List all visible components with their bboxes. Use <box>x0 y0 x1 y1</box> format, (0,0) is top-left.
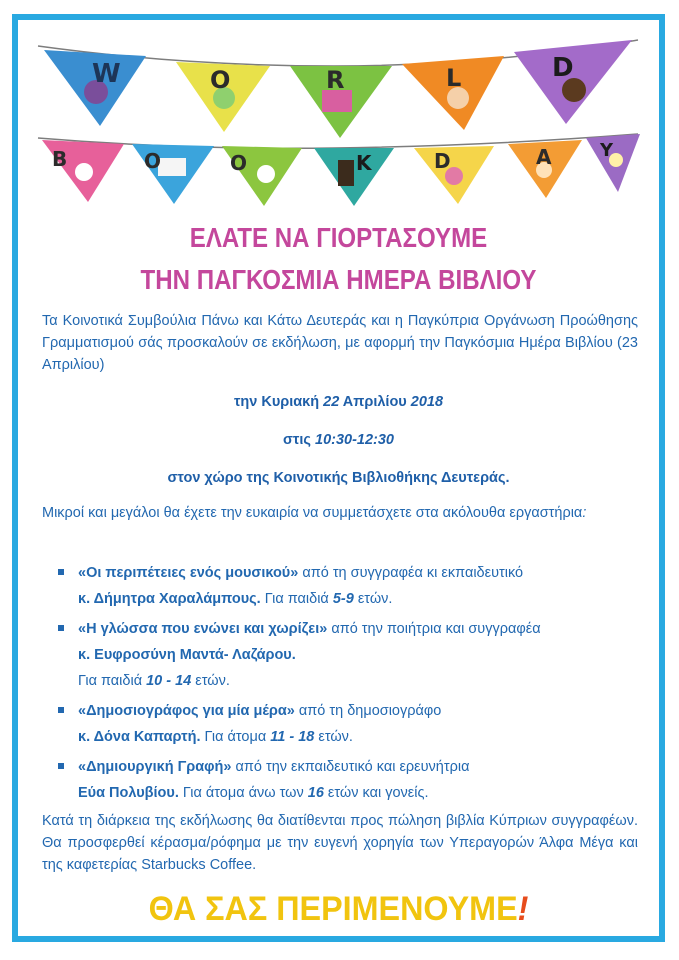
svg-text:D: D <box>434 149 451 173</box>
intro-paragraph: Τα Κοινοτικά Συμβούλια Πάνω και Κάτω Δευτεράς και η Παγκύπρια Οργάνωση Προώθησης Γραμματισμού σάς προσκαλούν σε εκδήλωση, με αφορμή την Παγκόσμια Ημέρα Βιβλίου (23 Απριλίου) <box>42 313 638 373</box>
event-date: την Κυριακή 22 Απριλίου 2018 <box>233 394 444 410</box>
page-title-line-2: ΤΗΝ ΠΑΓΚΟΣΜΙΑ ΗΜΕΡΑ ΒΙΒΛΙΟΥ <box>140 264 537 295</box>
svg-text:O: O <box>230 151 248 175</box>
event-venue: στον χώρο της Κοινοτικής Βιβλιοθήκης Δευτεράς. <box>167 470 510 486</box>
poster-frame <box>12 14 665 942</box>
svg-text:L: L <box>446 64 462 92</box>
footer-note: Κατά τη διάρκεια της εκδήλωσης θα διατίθενται προς πώληση βιβλία Κύπριων συγγραφέων. Θα προσφερθεί κέρασμα/ρόφημα με την ευγενή χορηγία των Υπεραγορών Άλφα Μέγα και της καφετερίας Starbucks Coffee. <box>42 813 638 873</box>
svg-text:A: A <box>536 145 552 169</box>
closing-message: ΘΑ ΣΑΣ ΠΕΡΙΜΕΝΟΥΜΕ! <box>148 890 529 928</box>
svg-text:R: R <box>326 66 345 94</box>
workshops-intro: Μικροί και μεγάλοι θα έχετε την ευκαιρία να συμμετάσχετε στα ακόλουθα εργαστήρια: <box>42 505 587 521</box>
workshop-item: «Δημοσιογράφος για μία μέρα» από τη δημοσιογράφο κ. Δόνα Καπαρτή. Για άτομα 11 - 18 ετών. <box>78 698 638 750</box>
workshop-item: «Η γλώσσα που ενώνει και χωρίζει» από την ποιήτρια και συγγραφέα κ. Ευφροσύνη Μαντά- Λαζάρου. Για παιδιά 10 - 14 ετών. <box>78 616 638 694</box>
page-title-line-1: ΕΛΑΤΕ ΝΑ ΓΙΟΡΤΑΣΟΥΜΕ <box>189 222 488 253</box>
svg-text:D: D <box>552 53 574 83</box>
svg-text:B: B <box>52 147 68 171</box>
svg-text:K: K <box>356 151 372 175</box>
svg-text:W: W <box>92 59 121 89</box>
svg-text:O: O <box>210 66 231 94</box>
workshops-list <box>78 560 638 806</box>
workshop-item: «Οι περιπέτειες ενός μουσικού» από τη συγγραφέα κι εκπαιδευτικό κ. Δήμητρα Χαραλάμπους. Για παιδιά 5-9 ετών. <box>78 560 638 612</box>
event-time: στις 10:30-12:30 <box>283 432 394 448</box>
workshop-item: «Δημιουργική Γραφή» από την εκπαιδευτικό και ερευνήτρια Εύα Πολυβίου. Για άτομα άνω των 16 ετών και γονείς. <box>78 754 638 806</box>
svg-text:O: O <box>144 149 162 173</box>
svg-text:Y: Y <box>600 140 614 161</box>
world-book-day-bunting <box>34 26 642 210</box>
